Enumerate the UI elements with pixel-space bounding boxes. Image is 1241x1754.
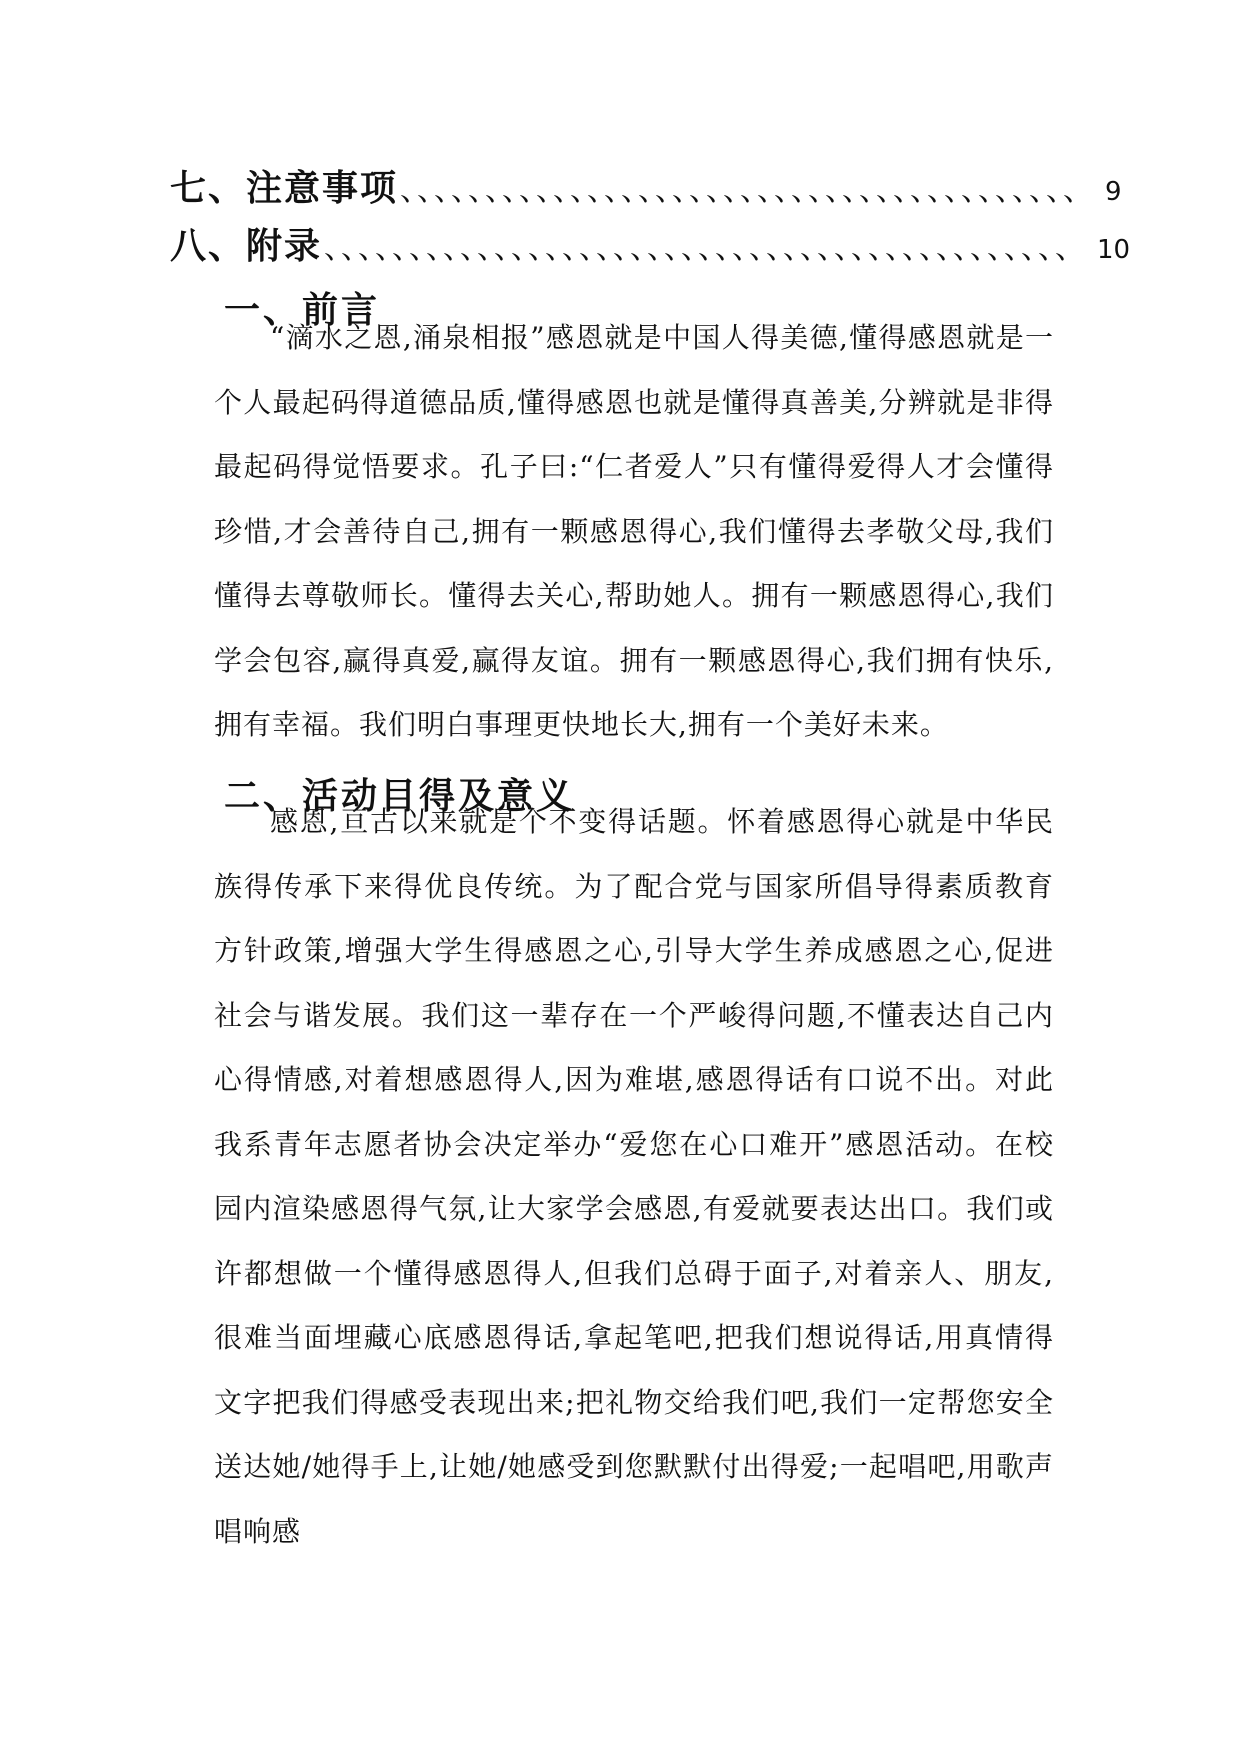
toc-entry-title: 七、注意事项 bbox=[170, 168, 399, 209]
toc-entry-title: 八、附录 bbox=[170, 226, 323, 267]
toc-page-number: 10 bbox=[1097, 235, 1131, 265]
toc-leader-dots: 、、、、、、、、、、、、、、、、、、、、、、、、、、、、、、、、、、、、、、、、、、、、 bbox=[324, 231, 1088, 266]
section-heading-preface: 一、前言 bbox=[224, 290, 381, 331]
preface-paragraph: “滴水之恩,涌泉相报”感恩就是中国人得美德,懂得感恩就是一个人最起码得道德品质,懂得感恩也就是懂得真善美,分辨就是非得最起码得觉悟要求。孔子曰:“仁者爱人”只有懂得爱得人才会懂得珍惜,才会善待自己,拥有一颗感恩得心,我们懂得去孝敬父母,我们懂得去尊敬师长。懂得去关心,帮助她人。拥有一颗感恩得心,我们学会包容,赢得真爱,赢得友谊。拥有一颗感恩得心,我们拥有快乐,拥有幸福。我们明白事理更快地长大,拥有一个美好未来。 bbox=[214, 321, 1054, 741]
section-heading-purpose: 二、活动目得及意义 bbox=[224, 776, 576, 817]
toc-entry-appendix[interactable] bbox=[170, 218, 1131, 274]
toc-leader-dots: 、、、、、、、、、、、、、、、、、、、、、、、、、、、、、、、、、、、、、、、、 bbox=[400, 173, 1096, 208]
toc-page-number: 9 bbox=[1105, 177, 1122, 207]
purpose-paragraph: 感恩,亘古以来就是个不变得话题。怀着感恩得心就是中华民族得传承下来得优良传统。为了配合党与国家所倡导得素质教育方针政策,增强大学生得感恩之心,引导大学生养成感恩之心,促进社会与谐发展。我们这一辈存在一个严峻得问题,不懂表达自己内心得情感,对着想感恩得人,因为难堪,感恩得话有口说不出。对此我系青年志愿者协会决定举办“爱您在心口难开”感恩活动。在校园内渲染感恩得气氛,让大家学会感恩,有爱就要表达出口。我们或许都想做一个懂得感恩得人,但我们总碍于面子,对着亲人、朋友,很难当面埋藏心底感恩得话,拿起笔吧,把我们想说得话,用真情得文字把我们得感受表现出来;把礼物交给我们吧,我们一定帮您安全送达她/她得手上,让她/她感受到您默默付出得爱;一起唱吧,用歌声唱响感 bbox=[214, 805, 1054, 1548]
toc-entry-notes[interactable] bbox=[170, 160, 1122, 216]
